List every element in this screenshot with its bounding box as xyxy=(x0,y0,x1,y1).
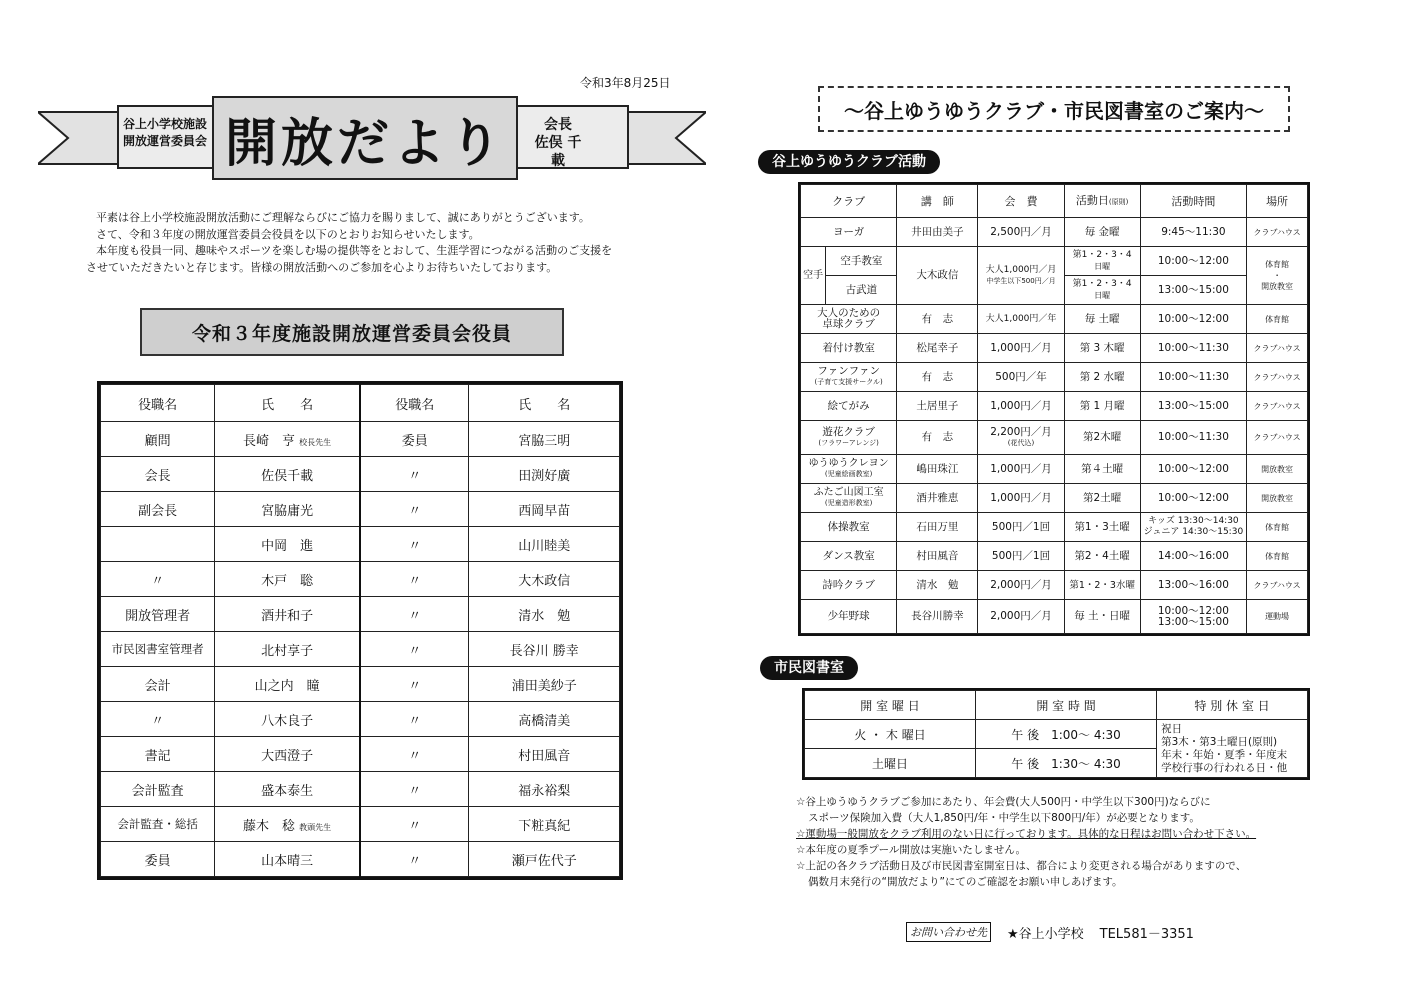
table-row: ファンファン (子育て支援サークル) 有 志 500円／年 第 2 水曜 10:00～11:30 クラブハウス xyxy=(801,363,1308,392)
table-row: 会計 山之内 瞳 〃 浦田美紗子 xyxy=(101,667,620,702)
contact-tel: TEL581－3351 xyxy=(1099,926,1194,942)
table-row: 開放管理者 酒井和子 〃 清水 勉 xyxy=(101,597,620,632)
table-row: 土曜日 午 後 1:30～ 4:30 xyxy=(805,749,1308,778)
table-row: 中岡 進 〃 山川睦美 xyxy=(101,527,620,562)
contact-label: お問い合わせ先 xyxy=(906,922,991,942)
issue-date: 令和3年8月25日 xyxy=(580,76,671,90)
table-row: 詩吟クラブ 清水 勉 2,000円／月 第1・2・3水曜 13:00～16:00 クラブハウス xyxy=(801,571,1308,600)
table-row: 遊花クラブ (フラワーアレンジ) 有 志 2,200円／月 (花代込) 第2木曜 10:00～11:30 クラブハウス xyxy=(801,421,1308,455)
table-row: 着付け教室 松尾幸子 1,000円／月 第 3 木曜 10:00～11:30 クラブハウス xyxy=(801,334,1308,363)
table-row: 少年野球 長谷川勝幸 2,000円／月 毎 土・日曜 10:00～12:00 13:00～15:00 運動場 xyxy=(801,600,1308,634)
library-table xyxy=(802,688,1310,780)
contact-info xyxy=(906,922,1194,942)
chairperson: 会長 佐俣 千載 xyxy=(534,117,582,169)
table-row: 絵てがみ 土居里子 1,000円／月 第 1 月曜 13:00～15:00 クラブハウス xyxy=(801,392,1308,421)
header-name: 氏 名 xyxy=(469,385,620,422)
officers-section-title: 令和３年度施設開放運営委員会役員 xyxy=(140,308,564,356)
header-name: 氏 名 xyxy=(215,385,360,422)
club-table xyxy=(798,182,1310,636)
notes: ☆谷上ゆうゆうクラブご参加にあたり、年会費(大人500円・中学生以下300円)ならびに スポーツ保険加入費（大人1,850円/年・中学生以下800円/年）が必要となります。 ☆運動場一般開放をクラブ利用のない日に行っております。具体的な日程はお問い合わせ下さい。 ☆本年度の夏季プール開放は実施いたしません。 ☆上記の各クラブ活動日及び市民図書室開室日は、都合により変更される場合がありますので、 偶数月末発行の“開放だより”にてのご確認をお願い申しあげます。 xyxy=(796,796,1257,888)
table-row: 会長 佐俣千載 〃 田渕好廣 xyxy=(101,457,620,492)
table-row: 市民図書室管理者 北村享子 〃 長谷川 勝幸 xyxy=(101,632,620,667)
table-row: 体操教室 石田万里 500円／1回 第1・3土曜 キッズ 13:30～14:30 ジュニア 14:30～15:30 体育館 xyxy=(801,513,1308,542)
committee-name: 谷上小学校施設 開放運営委員会 xyxy=(122,117,207,148)
table-row: 顧問 長崎 亨 校長先生 委員 宮脇三明 xyxy=(101,422,620,457)
intro-text: 平素は谷上小学校施設開放活動にご理解ならびにご協力を賜りまして、誠にありがとうございます。 さて、令和３年度の開放運営委員会役員を以下のとおりお知らせいたします。 本年度も役員一同、趣味やスポーツを楽しむ場の提供等をとおして、生涯学習につながる活動のご支援を させていただきたいと存じます。皆様の開放活動へのご参加を心よりお待ちいたしております。 xyxy=(86,211,613,274)
table-row: ヨーガ 井田由美子 2,500円／月 毎 金曜 9:45～11:30 クラブハウス xyxy=(801,218,1308,247)
table-header-row: クラブ 講 師 会 費 活動日(原則) 活動時間 場所 xyxy=(801,185,1308,218)
guide-title: ～谷上ゆうゆうクラブ・市民図書室のご案内～ xyxy=(818,86,1290,132)
library-section-label: 市民図書室 xyxy=(760,656,858,680)
header-role: 役職名 xyxy=(360,385,469,422)
table-row: ダンス教室 村田風音 500円／1回 第2・4土曜 14:00～16:00 体育館 xyxy=(801,542,1308,571)
header-role: 役職名 xyxy=(101,385,215,422)
officers-table xyxy=(97,381,623,880)
newsletter-title: 開放だより xyxy=(212,96,518,180)
table-row: ふたご山図工室 (児童造形教室) 酒井雅恵 1,000円／月 第2土曜 10:00～12:00 開放教室 xyxy=(801,484,1308,513)
club-section-label: 谷上ゆうゆうクラブ活動 xyxy=(758,150,940,174)
table-row: 〃 木戸 聡 〃 大木政信 xyxy=(101,562,620,597)
table-row: 書記 大西澄子 〃 村田風音 xyxy=(101,737,620,772)
table-header-row: 開 室 曜 日 開 室 時 間 特 別 休 室 日 xyxy=(805,691,1308,720)
table-row: 大人のための 卓球クラブ 有 志 大人1,000円／年 毎 土曜 10:00～12:00 体育館 xyxy=(801,305,1308,334)
table-row: 空手 空手教室 大木政信 大人1,000円／月 中学生以下500円／月 第1・2・3・4 日曜 10:00～12:00 体育館 ・ 開放教室 xyxy=(801,247,1308,276)
table-row: 古武道 第1・2・3・4 日曜 13:00～15:00 xyxy=(801,276,1308,305)
table-row: 〃 八木良子 〃 高橋清美 xyxy=(101,702,620,737)
table-row: 火 ・ 木 曜日 午 後 1:00～ 4:30 祝日 第3木・第3土曜日(原則) 年末・年始・夏季・年度末 学校行事の行われる日・他 xyxy=(805,720,1308,749)
contact-school: ★谷上小学校 xyxy=(1007,926,1084,942)
table-row: ゆうゆうクレヨン (児童絵画教室) 嶋田珠江 1,000円／月 第４土曜 10:00～12:00 開放教室 xyxy=(801,455,1308,484)
table-row: 会計監査 盛本泰生 〃 福永裕梨 xyxy=(101,772,620,807)
table-row: 会計監査・総括 藤木 稔 教頭先生 〃 下粧真紀 xyxy=(101,807,620,842)
table-row: 委員 山本晴三 〃 瀬戸佐代子 xyxy=(101,842,620,877)
table-row: 副会長 宮脇庸光 〃 西岡早苗 xyxy=(101,492,620,527)
closed-days: 祝日 第3木・第3土曜日(原則) 年末・年始・夏季・年度末 学校行事の行われる日・他 xyxy=(1157,720,1308,778)
